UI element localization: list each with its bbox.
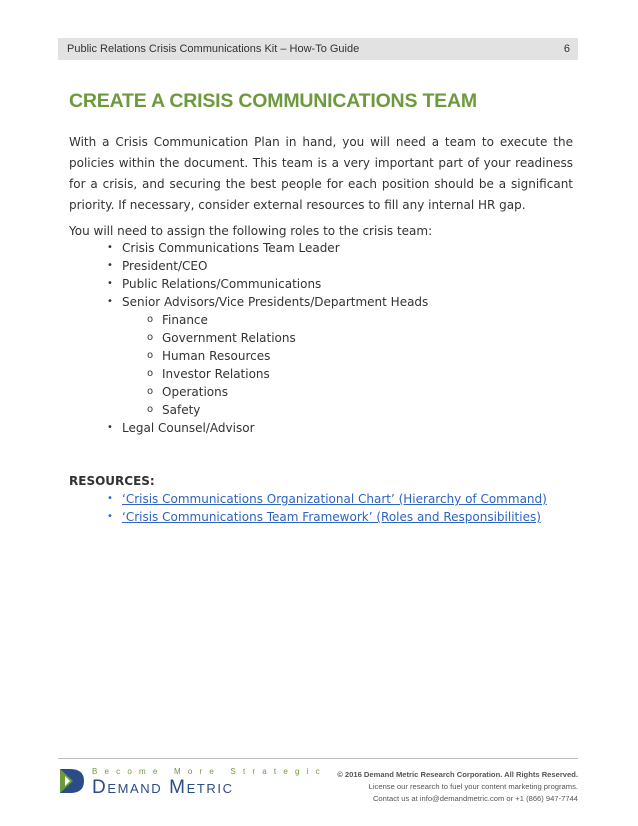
footer-info — [337, 769, 578, 805]
bullet-icon: • — [107, 260, 113, 271]
sub-role-label: Human Resources — [162, 349, 271, 363]
role-label: Legal Counsel/Advisor — [122, 421, 255, 435]
bullet-icon: • — [107, 278, 113, 289]
list-item — [69, 275, 428, 293]
bullet-icon: • — [107, 511, 113, 522]
team-framework-link[interactable]: ‘Crisis Communications Team Framework’ (Roles and Responsibilities) — [122, 510, 541, 524]
contact-text: Contact us at info@demandmetric.com or +1 (866) 947-7744 — [372, 794, 578, 803]
list-item — [69, 239, 428, 257]
roles-list — [69, 239, 428, 437]
footer-divider — [58, 758, 578, 759]
role-label: Public Relations/Communications — [122, 277, 322, 291]
sub-role-label: Government Relations — [162, 331, 296, 345]
intro-paragraph: With a Crisis Communication Plan in hand, you will need a team to execute the policies within the document. This team is a very important part of your readiness for a crisis, and securing the best people for each position should be a significant priority. If necessary, consider external resources to fill any internal HR gap. — [69, 135, 573, 212]
section-title: CREATE A CRISIS COMMUNICATIONS TEAM — [69, 90, 477, 112]
org-chart-link[interactable]: ‘Crisis Communications Organizational Chart’ (Hierarchy of Command) — [122, 492, 547, 506]
list-item — [69, 347, 428, 365]
bullet-icon: • — [107, 493, 113, 504]
list-item — [69, 293, 428, 311]
circle-bullet-icon: o — [147, 332, 154, 343]
list-item — [69, 257, 428, 275]
role-label: President/CEO — [122, 259, 208, 273]
bullet-icon: • — [107, 242, 113, 253]
list-item — [69, 508, 547, 526]
sub-role-label: Investor Relations — [162, 367, 270, 381]
page-number: 6 — [563, 43, 570, 55]
list-item — [69, 419, 428, 437]
circle-bullet-icon: o — [147, 368, 154, 379]
circle-bullet-icon: o — [147, 386, 154, 397]
circle-bullet-icon: o — [147, 350, 154, 361]
bullet-icon: • — [107, 296, 113, 307]
circle-bullet-icon: o — [147, 314, 154, 325]
sub-role-label: Safety — [162, 403, 201, 417]
bullet-icon: • — [107, 422, 113, 433]
brand-name: Demand Metric — [92, 777, 234, 798]
footer-tagline: Become More Strategic — [92, 767, 327, 776]
role-label: Senior Advisors/Vice Presidents/Department Heads — [122, 295, 429, 309]
roles-intro: You will need to assign the following roles to the crisis team: — [69, 224, 433, 238]
list-item — [69, 365, 428, 383]
role-label: Crisis Communications Team Leader — [122, 241, 340, 255]
sub-role-label: Finance — [162, 313, 208, 327]
resources-label: RESOURCES: — [69, 474, 155, 488]
list-item — [69, 383, 428, 401]
list-item — [69, 401, 428, 419]
page-header — [58, 38, 578, 60]
list-item — [69, 490, 547, 508]
list-item — [69, 329, 428, 347]
demand-metric-logo-icon — [59, 768, 85, 794]
header-title: Public Relations Crisis Communications Kit – How-To Guide — [67, 43, 360, 55]
resources-list — [69, 490, 547, 526]
circle-bullet-icon: o — [147, 404, 154, 415]
copyright-text: © 2016 Demand Metric Research Corporation. All Rights Reserved. — [337, 770, 578, 779]
sub-role-label: Operations — [162, 385, 228, 399]
license-text: License our research to fuel your content marketing programs. — [368, 782, 578, 791]
list-item — [69, 311, 428, 329]
